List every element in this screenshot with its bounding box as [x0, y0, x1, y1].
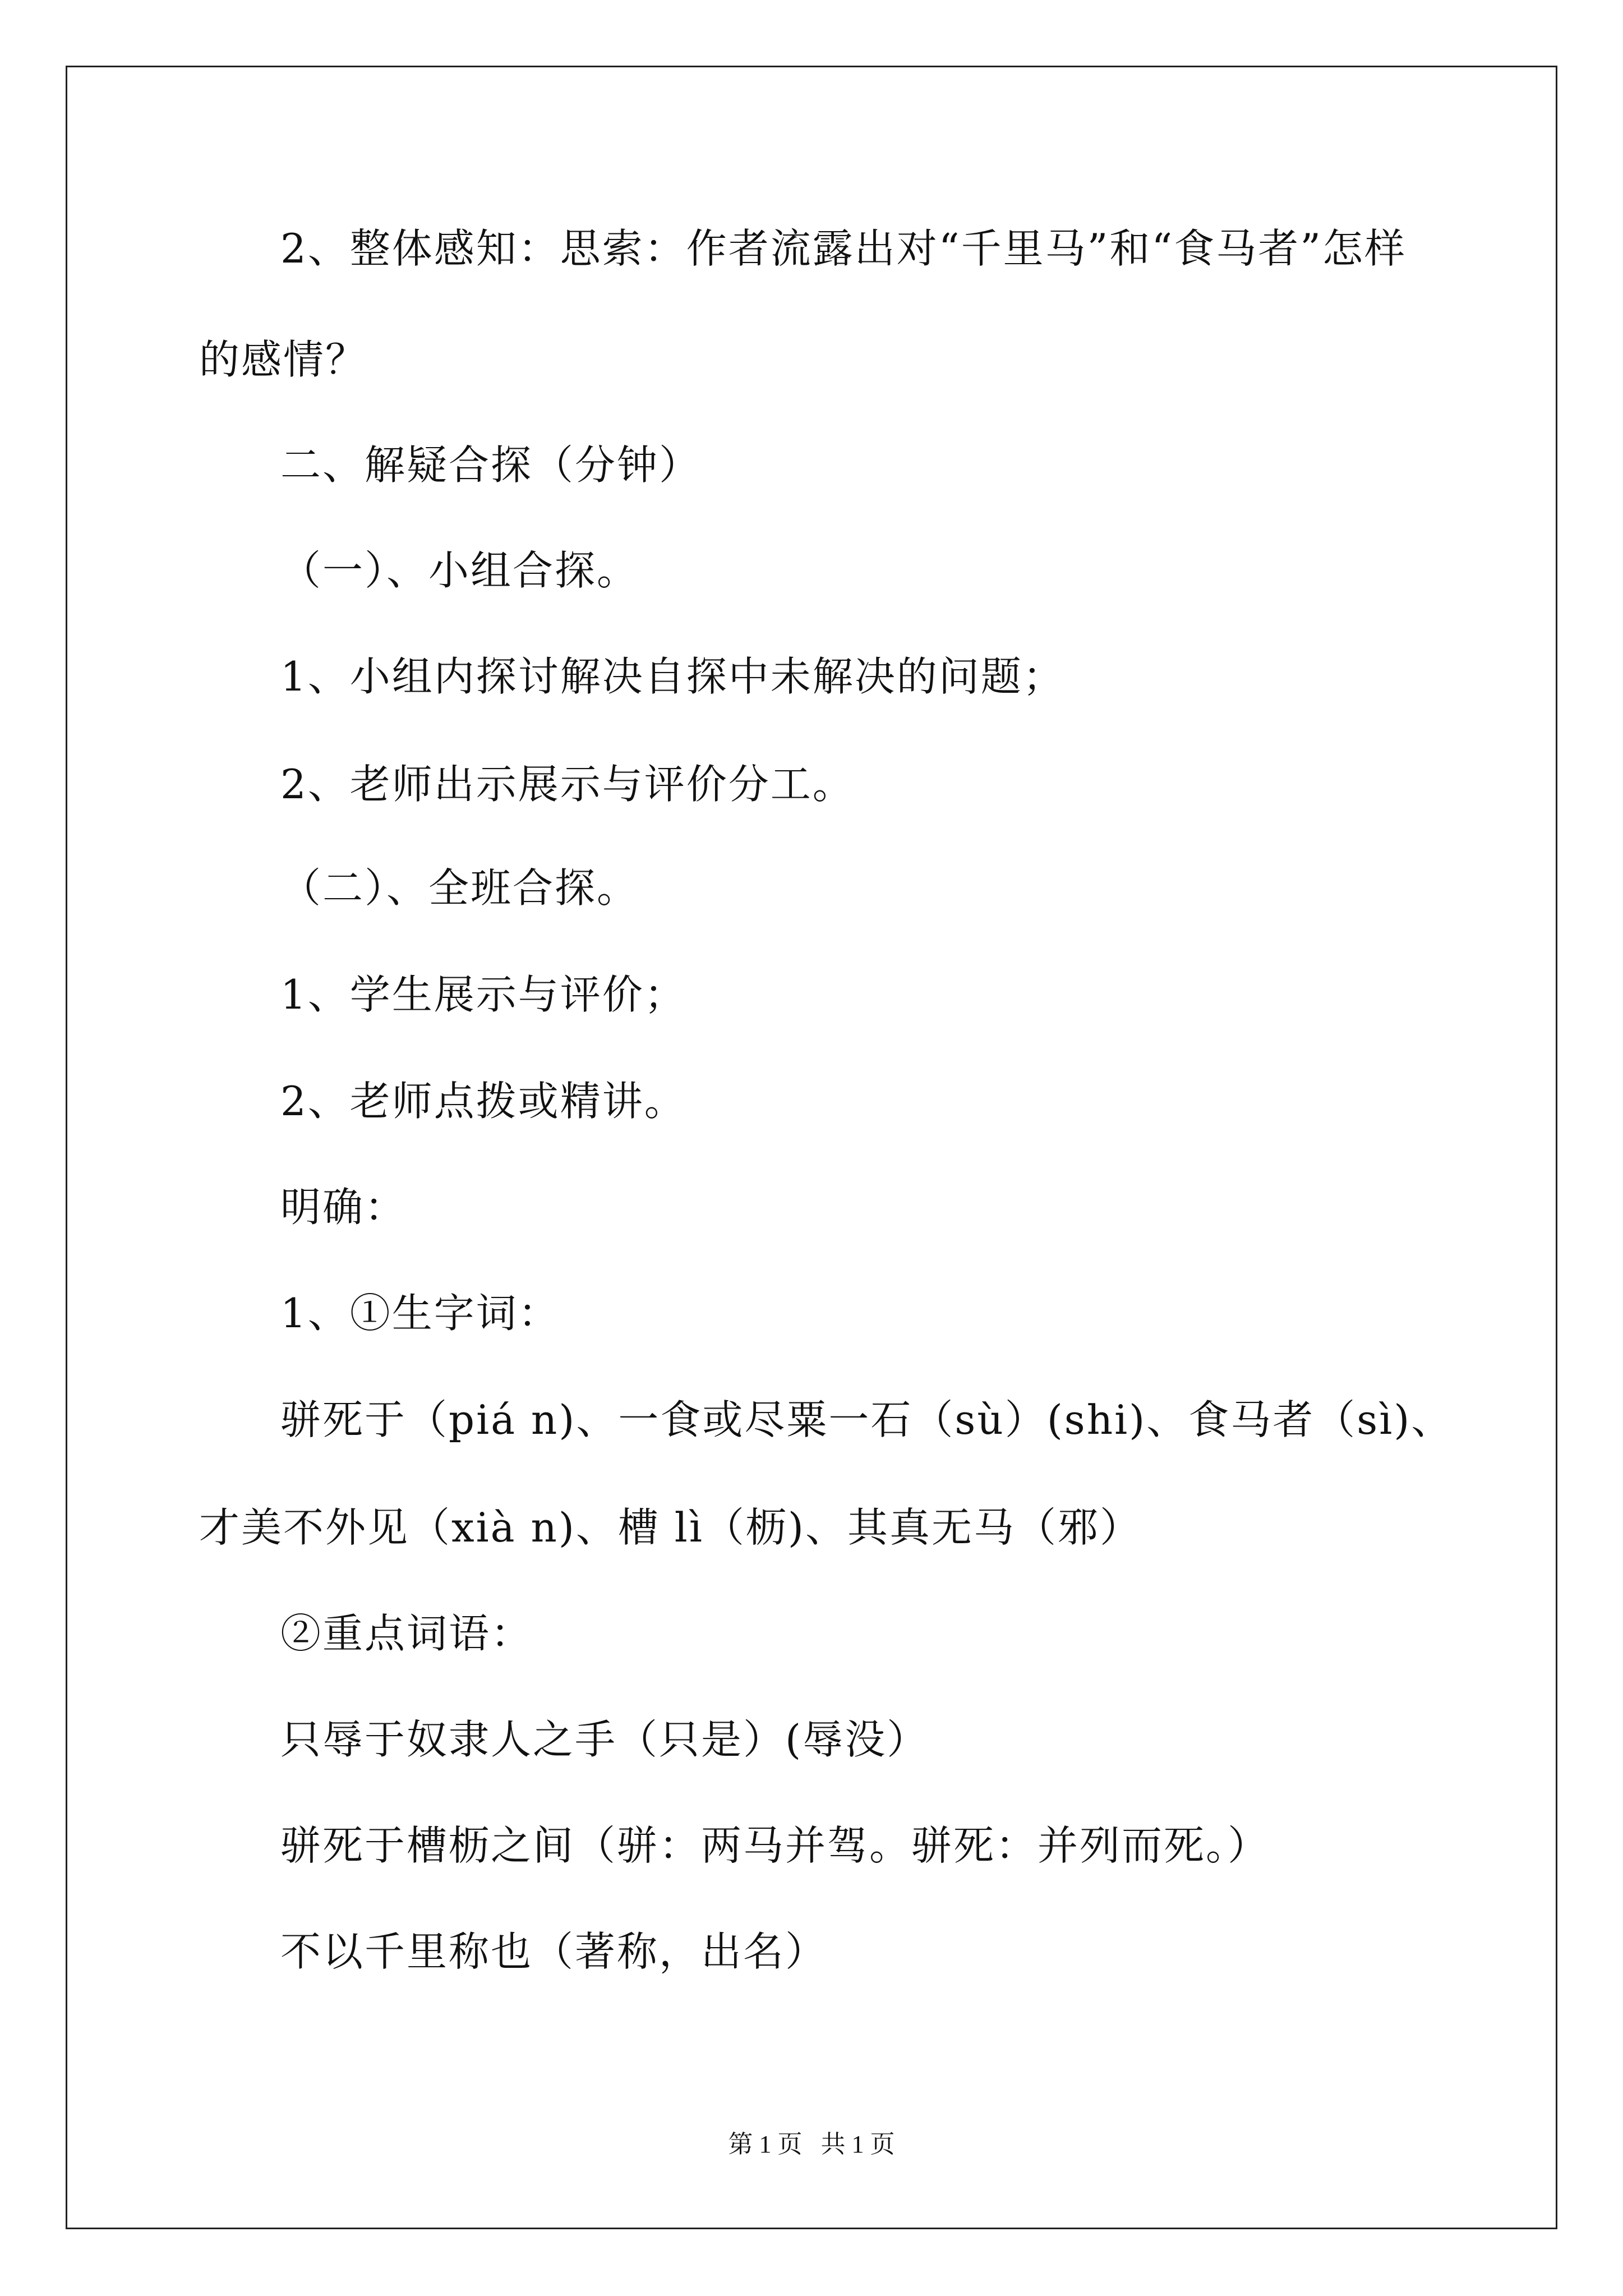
subsection-heading-2: （二）、全班合探。 — [280, 864, 639, 912]
key-words-heading: ②重点词语： — [280, 1610, 533, 1657]
section-heading-2: 二、解疑合探（分钟） — [280, 441, 702, 489]
vocab-line-continuation: 才美不外见（xià n)、槽 lì（枥)、其真无马（邪） — [199, 1504, 1142, 1551]
vocab-line: 骈死于（piá n)、一食或尽粟一石（sù）(shi)、食马者（sì)、 — [280, 1396, 1454, 1443]
paragraph-continuation: 的感情？ — [199, 336, 368, 383]
list-item: 1、小组内探讨解决自探中未解决的问题； — [280, 653, 1065, 700]
key-word-item: 骈死于槽枥之间（骈：两马并驾。骈死：并列而死。） — [280, 1822, 1270, 1869]
list-item: 2、老师出示展示与评价分工。 — [280, 761, 855, 808]
page-border — [66, 66, 1557, 2229]
list-item: 1、学生展示与评价； — [280, 971, 686, 1018]
list-item: 2、老师点拨或精讲。 — [280, 1078, 686, 1125]
clarify-heading: 明确： — [280, 1184, 407, 1231]
key-word-item: 只辱于奴隶人之手（只是）(辱没） — [280, 1716, 929, 1763]
vocab-heading: 1、①生字词： — [280, 1290, 560, 1337]
page-footer: 第 1 页 共 1 页 — [728, 2131, 895, 2158]
subsection-heading-1: （一）、小组合探。 — [280, 547, 639, 594]
paragraph-overall-perception: 2、整体感知：思索：作者流露出对“千里马”和“食马者”怎样 — [280, 225, 1407, 272]
key-word-item: 不以千里称也（著称，出名） — [280, 1928, 828, 1975]
